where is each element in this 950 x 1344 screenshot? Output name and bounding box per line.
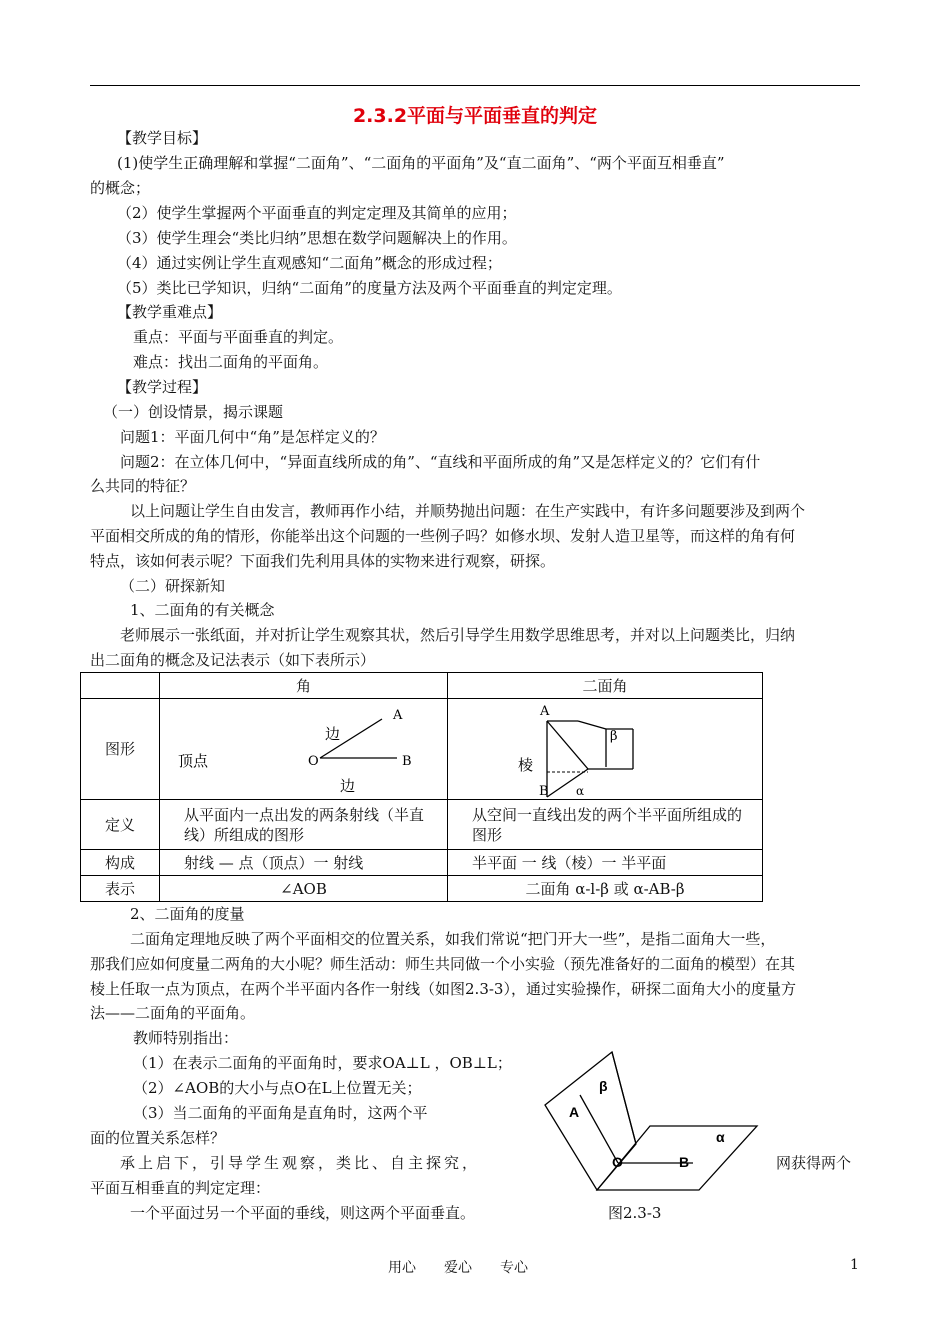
goal-1a: (1)使学生正确理解和掌握“二面角”、“二面角的平面角”及“直二面角”、“两个平面互相垂直” <box>117 154 725 172</box>
dihedral-label-a: A <box>540 704 550 719</box>
angle-label-a: A <box>393 708 403 723</box>
table-header-row <box>81 673 763 699</box>
page-title: 2.3.2平面与平面垂直的判定 <box>352 105 598 127</box>
table-row-notation <box>81 876 763 902</box>
note-2: （2）∠AOB的大小与点O在L上位置无关； <box>133 1079 422 1097</box>
goal-heading: 【教学目标】 <box>117 129 208 147</box>
measure-4: 法——二面角的平面角。 <box>90 1004 256 1022</box>
question-2b: 么共同的特征？ <box>90 477 196 495</box>
difficult-point: 难点：找出二面角的平面角。 <box>133 353 329 371</box>
angle-composition: 射线 — 点（顶点）一 射线 <box>160 850 448 876</box>
angle-label-vertex: 顶点 <box>178 752 209 770</box>
goal-5: （5）类比已学知识，归纳“二面角”的度量方法及两个平面垂直的判定定理。 <box>117 279 622 297</box>
angle-label-b: B <box>402 754 412 769</box>
goal-1b: 的概念； <box>90 179 151 197</box>
figure-label-alpha: α <box>716 1129 725 1145</box>
theorem: 一个平面过另一个平面的垂线，则这两个平面垂直。 <box>130 1204 476 1222</box>
dihedral-composition: 半平面 一 线（棱）一 半平面 <box>448 850 763 876</box>
note-4: 面的位置关系怎样？ <box>90 1129 226 1147</box>
angle-label-edge2: 边 <box>340 777 356 795</box>
measure-2: 那我们应如何度量二两角的大小呢？师生活动：师生共同做一个小实验（预先准备好的二面角的模型）在其 <box>90 955 796 973</box>
discussion-a: 以上问题让学生自由发言，教师再作小结，并顺势抛出问题：在生产实践中，有许多问题要涉及到两个 <box>130 502 806 520</box>
row-label-notation: 表示 <box>81 876 160 902</box>
table-row-figure <box>81 699 763 800</box>
section-one: （一）创设情景，揭示课题 <box>103 403 284 421</box>
section-two: （二）研探新知 <box>120 577 226 595</box>
measure-3: 棱上任取一点为顶点，在两个半平面内各作一射线（如图2.3-3），通过实验操作，研探二面角大小的度量方 <box>90 980 796 998</box>
key-heading: 【教学重难点】 <box>117 303 223 321</box>
note-intro: 教师特别指出： <box>133 1029 239 1047</box>
key-point: 重点：平面与平面垂直的判定。 <box>133 328 344 346</box>
row-label-figure: 图形 <box>81 699 160 800</box>
dihedral-label-edge: 棱 <box>518 756 534 774</box>
goal-4: （4）通过实例让学生直观感知“二面角”概念的形成过程； <box>117 254 502 272</box>
note-5-tail: 网获得两个 <box>776 1154 852 1172</box>
angle-figure-cell <box>160 699 448 800</box>
comparison-table <box>80 672 763 902</box>
table-header-angle: 角 <box>160 673 448 699</box>
figure-label-b: B <box>679 1154 690 1170</box>
question-1: 问题1：平面几何中“角”是怎样定义的？ <box>120 428 385 446</box>
process-heading: 【教学过程】 <box>117 378 208 396</box>
concept-b: 出二面角的概念及记法表示（如下表所示） <box>90 651 376 669</box>
page-number: 1 <box>850 1257 859 1273</box>
row-label-definition: 定义 <box>81 800 160 850</box>
figure-label-o: O <box>612 1154 623 1170</box>
angle-label-edge1: 边 <box>325 725 341 743</box>
header-rule <box>90 85 860 86</box>
dihedral-definition: 从空间一直线出发的两个半平面所组成的图形 <box>448 800 763 850</box>
dihedral-figure-cell <box>448 699 763 800</box>
question-2a: 问题2：在立体几何中，“异面直线所成的角”、“直线和平面所成的角”又是怎样定义的？它们有什 <box>120 453 761 471</box>
discussion-b: 平面相交所成的角的情形，你能举出这个问题的一些例子吗？如修水坝、发射人造卫星等，而这样的角有何 <box>90 527 796 545</box>
table-row-composition <box>81 850 763 876</box>
dihedral-notation: 二面角 α-l-β 或 α-AB-β <box>448 876 763 902</box>
angle-diagram <box>160 699 447 799</box>
dihedral-label-alpha: α <box>576 784 585 798</box>
goal-2: （2）使学生掌握两个平面垂直的判定定理及其简单的应用； <box>117 204 517 222</box>
angle-notation: ∠AOB <box>160 876 448 902</box>
footer-slogan: 用心 爱心 专心 <box>388 1260 528 1276</box>
dihedral-figure-2-3-3 <box>535 1045 770 1195</box>
dihedral-diagram <box>448 699 762 799</box>
note-3: （3）当二面角的平面角是直角时，这两个平 <box>133 1104 428 1122</box>
note-5: 承上启下，引导学生观察，类比、自主探究， <box>120 1154 481 1172</box>
concept-a: 老师展示一张纸面，并对折让学生观察其状，然后引导学生用数学思维思考，并对以上问题类比，归纳 <box>120 626 796 644</box>
note-1: （1）在表示二面角的平面角时，要求OA⊥L ，OB⊥L； <box>133 1054 512 1072</box>
figure-label-beta: β <box>599 1078 608 1094</box>
table-header-blank <box>81 673 160 699</box>
subsection-2: 2、二面角的度量 <box>130 905 245 923</box>
dihedral-label-b: B <box>539 784 549 799</box>
subsection-1: 1、二面角的有关概念 <box>130 601 275 619</box>
note-6: 平面互相垂直的判定定理： <box>90 1179 271 1197</box>
angle-label-o: O <box>308 754 319 769</box>
goal-3: （3）使学生理会“类比归纳”思想在数学问题解决上的作用。 <box>117 229 517 247</box>
measure-1: 二面角定理地反映了两个平面相交的位置关系，如我们常说“把门开大一些”，是指二面角大一些， <box>130 930 776 948</box>
figure-caption: 图2.3-3 <box>608 1204 662 1222</box>
figure-label-a: A <box>569 1104 580 1120</box>
table-row-definition <box>81 800 763 850</box>
dihedral-label-beta: β <box>610 729 618 744</box>
table-header-dihedral: 二面角 <box>448 673 763 699</box>
row-label-composition: 构成 <box>81 850 160 876</box>
angle-definition: 从平面内一点出发的两条射线（半直线）所组成的图形 <box>160 800 448 850</box>
discussion-c: 特点，该如何表示呢？下面我们先利用具体的实物来进行观察，研探。 <box>90 552 556 570</box>
